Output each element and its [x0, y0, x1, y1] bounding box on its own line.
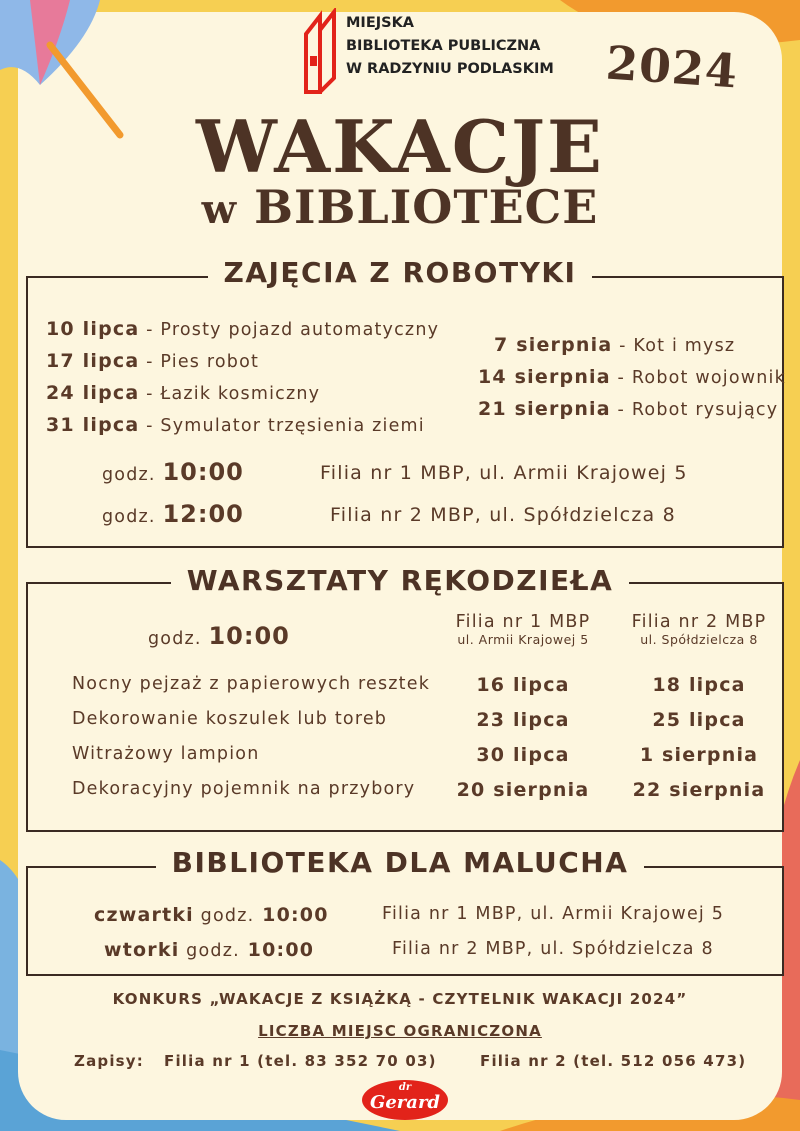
library-name-line2: BIBLIOTEKA PUBLICZNA — [346, 38, 541, 54]
branch-address: ul. Spółdzielcza 8 — [640, 632, 758, 647]
crafts-row-name: Dekorowanie koszulek lub toreb — [72, 709, 388, 729]
robotics-date: 10 lipca — [46, 318, 140, 340]
sponsor-logo — [362, 1080, 448, 1120]
robotics-left-item — [46, 414, 425, 436]
crafts-heading-text: WARSZTATY RĘKODZIEŁA — [171, 564, 630, 597]
robotics-date: 24 lipca — [46, 382, 140, 404]
robotics-topic: - Robot wojownik — [610, 368, 786, 388]
library-name-line1: MIEJSKA — [346, 15, 415, 31]
toddler-day: czwartki — [94, 904, 194, 926]
time-value: 10:00 — [254, 904, 329, 926]
time-value: 12:00 — [162, 500, 244, 528]
robotics-left-item — [46, 382, 320, 404]
robotics-place: Filia nr 1 MBP, ul. Armii Krajowej 5 — [320, 462, 688, 484]
branch-address: ul. Armii Krajowej 5 — [457, 632, 589, 647]
robotics-date: 31 lipca — [46, 414, 140, 436]
time-prefix: godz. — [193, 906, 255, 926]
robotics-date: 14 sierpnia — [478, 366, 611, 388]
time-value: 10:00 — [208, 622, 290, 650]
robotics-topic: - Symulator trzęsienia ziemi — [139, 416, 425, 436]
crafts-heading — [0, 564, 800, 597]
library-logo-icon — [300, 8, 340, 94]
page-title-line2 — [0, 180, 800, 234]
robotics-date: 21 sierpnia — [478, 398, 611, 420]
branch-name: Filia nr 2 MBP — [631, 612, 767, 632]
crafts-branch2-header — [614, 612, 784, 647]
signup-branch2: Filia nr 2 (tel. 512 056 473) — [480, 1052, 747, 1070]
time-value: 10:00 — [239, 939, 315, 961]
robotics-right-item — [478, 366, 786, 388]
time-prefix: godz. — [148, 629, 202, 649]
crafts-row-date: 1 sierpnia — [639, 744, 759, 766]
robotics-left-item — [46, 318, 439, 340]
robotics-right-item — [478, 398, 778, 420]
library-name-line3: W RADZYNIU PODLASKIM — [346, 61, 554, 77]
limited-seats-text: LICZBA MIEJSC OGRANICZONA — [258, 1022, 542, 1040]
crafts-row-name: Witrażowy lampion — [72, 744, 260, 764]
crafts-row-date: 16 lipca — [476, 674, 570, 696]
page-title-line1: WAKACJE — [196, 104, 604, 189]
sponsor-logo-line1: dr — [398, 1082, 412, 1093]
crafts-row-date: 25 lipca — [652, 709, 746, 731]
toddler-place: Filia nr 1 MBP, ul. Armii Krajowej 5 — [382, 904, 725, 924]
robotics-left-item — [46, 350, 259, 372]
robotics-topic: - Kot i mysz — [612, 336, 736, 356]
robotics-heading — [0, 256, 800, 289]
robotics-date: 17 lipca — [46, 350, 140, 372]
crafts-row-date: 23 lipca — [476, 709, 570, 731]
robotics-right-item — [494, 334, 735, 356]
robotics-topic: - Pies robot — [139, 352, 260, 372]
page-title-word: BIBLIOTECE — [254, 180, 599, 234]
crafts-time — [148, 622, 290, 650]
robotics-time-row — [102, 500, 244, 528]
time-value: 10:00 — [162, 458, 244, 486]
toddler-heading — [0, 846, 800, 879]
robotics-date: 7 sierpnia — [494, 334, 613, 356]
robotics-topic: - Robot rysujący — [610, 400, 779, 420]
time-prefix: godz. — [102, 507, 156, 527]
toddler-row — [94, 904, 329, 926]
library-name — [346, 12, 554, 81]
robotics-topic: - Prosty pojazd automatyczny — [139, 320, 440, 340]
signup-label: Zapisy: — [74, 1052, 144, 1070]
toddler-day: wtorki — [104, 939, 180, 961]
robotics-heading-text: ZAJĘCIA Z ROBOTYKI — [208, 256, 593, 289]
toddler-heading-text: BIBLIOTEKA DLA MALUCHA — [156, 846, 645, 879]
toddler-place: Filia nr 2 MBP, ul. Spółdzielcza 8 — [392, 939, 714, 959]
signup-branch1: Filia nr 1 (tel. 83 352 70 03) — [164, 1052, 437, 1070]
crafts-row-date: 30 lipca — [476, 744, 570, 766]
crafts-branch1-header — [438, 612, 608, 647]
crafts-row-date: 18 lipca — [652, 674, 746, 696]
robotics-time-row — [102, 458, 244, 486]
crafts-row-name: Dekoracyjny pojemnik na przybory — [72, 779, 416, 799]
time-prefix: godz. — [179, 941, 240, 961]
year-label: 2024 — [604, 35, 740, 99]
branch-name: Filia nr 1 MBP — [455, 612, 591, 632]
crafts-row-name: Nocny pejzaż z papierowych resztek — [72, 674, 431, 694]
contest-text: KONKURS „WAKACJE Z KSIĄŻKĄ - CZYTELNIK WAKACJI 2024” — [112, 990, 688, 1008]
page-title-prefix: w — [201, 186, 238, 233]
robotics-place: Filia nr 2 MBP, ul. Spółdzielcza 8 — [330, 504, 676, 526]
crafts-row-date: 20 sierpnia — [456, 779, 590, 801]
robotics-topic: - Łazik kosmiczny — [139, 384, 321, 404]
toddler-row — [104, 939, 314, 961]
time-prefix: godz. — [102, 465, 156, 485]
sponsor-logo-line2: Gerard — [369, 1092, 441, 1113]
crafts-row-date: 22 sierpnia — [632, 779, 766, 801]
